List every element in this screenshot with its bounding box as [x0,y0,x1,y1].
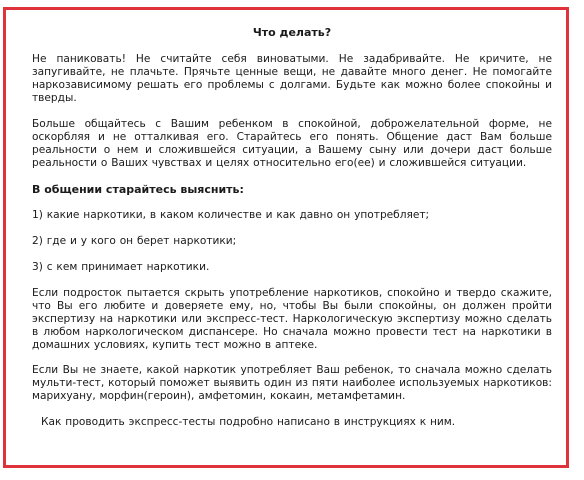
document-body [32,26,552,429]
list-item-2: 2) где и у кого он берет наркотики; [32,235,237,247]
advice-paragraph-1: Не паниковать! Не считайте себя виноватыми. Не задабривайте. Не кричите, не запугивайте, не плачьте. Прячьте ценные вещи, не давайте много денег. Не помогайте наркозависимому решать его проблемы с долгами. Будьте как можно более спокойны и тверды. [32,53,552,104]
page-title: Что делать? [252,26,332,39]
list-item-3: 3) с кем принимает наркотики. [32,261,210,273]
list-item-1: 1) какие наркотики, в каком количестве и как давно он употребляет; [32,209,430,221]
red-border-frame [3,7,569,468]
multitest-paragraph: Если Вы не знаете, какой наркотик употребляет Ваш ребенок, то сначала можно сделать мульти-тест, который поможет выявить один из пяти наиболее используемых наркотиков: марихуану, морфин(героин), амфетомин, кокаин, метамфетамин. [32,364,552,402]
test-paragraph: Если подросток пытается скрыть употребление наркотиков, спокойно и твердо скажите, что Вы его любите и доверяете ему, но, чтобы Вы были спокойны, он должен пройти экспертизу на наркотики или экспресс-тест. Наркологическую экспертизу можно сделать в любом наркологическом диспансере. Но сначала можно провести тест на наркотики в домашних условиях, купить тест можно в аптеке. [32,287,552,351]
closing-note: Как проводить экспресс-тесты подробно написано в инструкциях к ним. [41,416,456,428]
advice-paragraph-2: Больше общайтесь с Вашим ребенком в спокойной, доброжелательной форме, не оскорбляя и не отталкивая его. Старайтесь его понять. Общение даст Вам больше реальности о нем и сложившейся ситуации, а Вашему сыну или дочери даст больше реальности о Ваших чувствах и целях относительно его(ее) и сложившейся ситуации. [32,118,552,169]
section-subheading: В общении старайтесь выяснить: [32,183,244,196]
